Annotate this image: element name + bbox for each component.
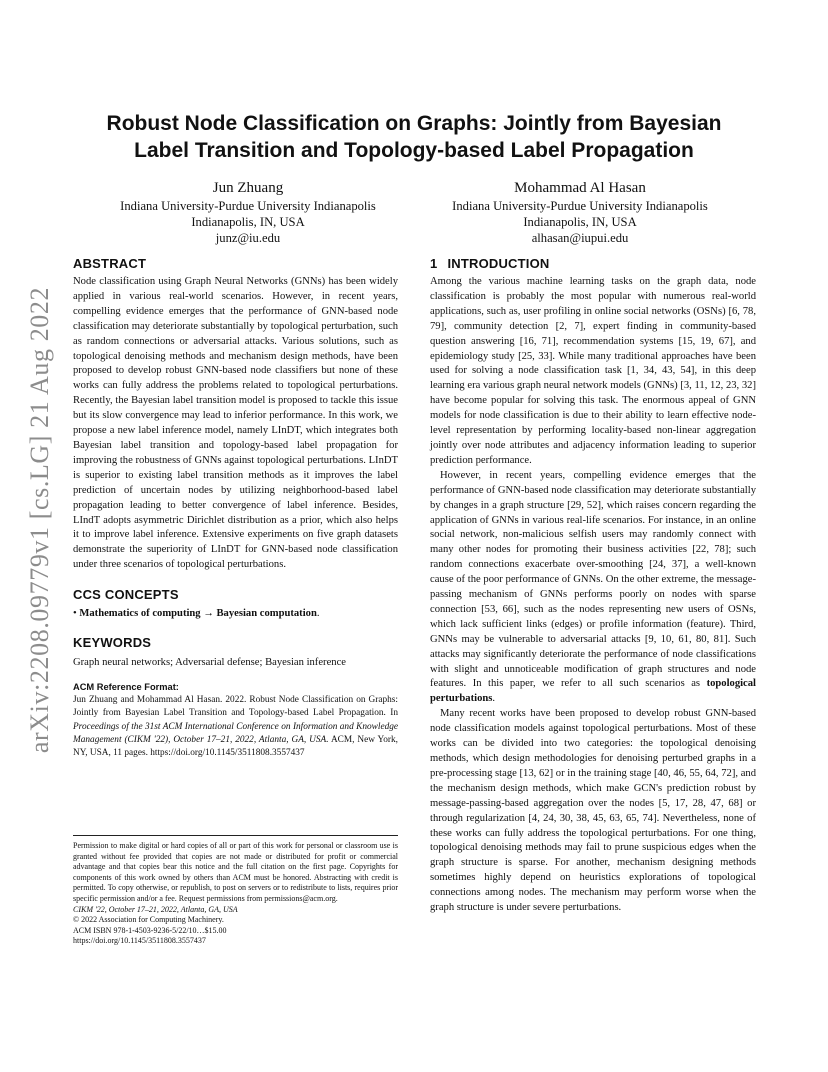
acm-reference-format: [73, 681, 398, 760]
author-affiliation: Indiana University-Purdue University Indianapolis: [452, 199, 708, 213]
intro-paragraph-3: Many recent works have been proposed to develop robust GNN-based node classification models against topological perturbations. Most of these works can be divided into two categories: the topological denoising methods, which design methodologies for denoising perturbed graphs in a pre-processing stage [13, 62] or in the training stage [40, 46, 55, 64, 72], and the mechanism design methods, which make GCN's prediction robust by message-passing-based aggregation over the nodes [5, 17, 28, 47, 68] or through regularization [4, 24, 30, 38, 45, 63, 65, 74]. Nevertheless, none of these works can fully address the topological perturbations. For one thing, topological denoising methods may fail to prune suspicious edges when the graph structure is sparse. For another, mechanism designing methods sometimes highly depend on heuristics explorations of topological connections among nodes. The mechanism may perform worse when the graph structure is under severe perturbations.: [430, 708, 756, 914]
keywords-text: Graph neural networks; Adversarial defense; Bayesian inference: [73, 657, 346, 669]
author-email: junz@iu.edu: [215, 231, 281, 245]
introduction-heading: [430, 256, 756, 272]
reference-format-heading: ACM Reference Format:: [73, 682, 179, 693]
author-name: Mohammad Al Hasan: [514, 180, 646, 196]
copyright-line: © 2022 Association for Computing Machinery.: [73, 915, 224, 925]
author-block-1: [78, 178, 418, 246]
reference-proceedings: Proceedings of the 31st ACM International Conference on Information and Knowledge Management (CIKM '22), October 17–21, 2022, Atlanta, GA, USA.: [73, 721, 398, 745]
doi-line: https://doi.org/10.1145/3511808.3557437: [73, 936, 206, 946]
abstract-section: [73, 256, 398, 573]
ccs-bullet: •: [73, 608, 77, 620]
reference-part-1: Jun Zhuang and Mohammad Al Hasan. 2022. Robust Node Classification on Graphs: Jointly from Bayesian Label Transition and Topology-based Label Propagation. In: [73, 695, 398, 719]
author-location: Indianapolis, IN, USA: [191, 215, 305, 229]
intro-paragraph-2-end: .: [492, 693, 496, 705]
intro-paragraph-2: [430, 469, 756, 708]
keywords-heading: KEYWORDS: [73, 635, 152, 651]
reference-format-text: [73, 694, 398, 760]
author-block-2: [410, 178, 750, 246]
author-affiliation: Indiana University-Purdue University Indianapolis: [120, 199, 376, 213]
copyright-footer: [73, 835, 398, 947]
topological-perturbations-term: topological perturbations: [430, 678, 756, 705]
intro-paragraph-1: Among the various machine learning tasks on the graph data, node classification is probably the most popular with numerous real-world applications, such as, user profiling in online social networks (OSNs) [6, 78, 79], community detection [2, 7], expert finding in community-based question answering [16, 71], recommendation systems [15, 19, 67], and epidemiology study [25, 33]. While many traditional approaches have been used for solving a node classification task [1, 34, 43, 54], in this deep learning era various graph neural network models (GNNs) [3, 11, 12, 23, 32] have become popular for solving this task. The enormous appeal of GNN models for node classification is due to their ability to learn effective node-level representation by performing locality-based non-linear aggregation jointly over node attributes and adjacency information leading to superior prediction performance.: [430, 276, 756, 466]
keywords-section: [73, 635, 398, 670]
paper-title: [74, 110, 754, 164]
ccs-heading: CCS CONCEPTS: [73, 587, 179, 603]
author-name: Jun Zhuang: [212, 180, 284, 196]
title-line-2: Label Transition and Topology-based Label Propagation: [134, 139, 694, 162]
ccs-concept-item: [73, 606, 398, 621]
title-line-1: Robust Node Classification on Graphs: Jointly from Bayesian: [106, 112, 722, 135]
reference-part-2: ACM, New York, NY, USA, 11 pages. https://doi.org/10.1145/3511808.3557437: [73, 734, 398, 758]
ccs-concept-text: Mathematics of computing → Bayesian computation: [79, 608, 317, 620]
abstract-text: Node classification using Graph Neural Networks (GNNs) has been widely applied in various real-world scenarios. However, in recent years, compelling evidence emerges that the performance of GNN-based node classification may deteriorate substantially by topological perturbation, such as random connections or adversarial attacks. Various solutions, such as topological denoising methods and mechanism design methods, have been proposed to develop robust GNN-based node classifiers but none of these works can fully address the problems related to topological perturbations. Recently, the Bayesian label transition model is proposed to tackle this issue but its slow convergence may lead to inferior performance. In this work, we propose a new label inference model, namely LInDT, which integrates both Bayesian label transition and topology-based label propagation for improving the robustness of GNNs against topological perturbations. LInDT is superior to existing label transition methods as it improves the label prediction of uncertain nodes by utilizing neighborhood-based label propagation leading to better convergence of label inference. Besides, LIndT adopts asymmetric Dirichlet distribution as a prior, which also helps it to improve label inference. Extensive experiments on five graph datasets demonstrate the superiority of LInDT for GNN-based node classification under three scenarios of topological perturbations.: [73, 276, 398, 571]
ccs-concept-end: .: [316, 608, 320, 620]
left-column: [73, 256, 398, 760]
author-email: alhasan@iupui.edu: [531, 231, 629, 245]
arxiv-id-text: arXiv:2208.09779v1 [cs.LG] 21 Aug 2022: [25, 286, 54, 754]
arxiv-identifier-stamp: [18, 282, 62, 758]
conference-line: [73, 905, 398, 916]
author-location: Indianapolis, IN, USA: [523, 215, 637, 229]
abstract-heading: ABSTRACT: [73, 256, 147, 271]
isbn-line: ACM ISBN 978-1-4503-9236-5/22/10…$15.00: [73, 925, 227, 935]
permission-notice: Permission to make digital or hard copies of all or part of this work for personal or classroom use is granted without fee provided that copies are not made or distributed for profit or commercial advantage and that copies bear this notice and the full citation on the first page. Copyrights for components of this work owned by others than ACM must be honored. Abstracting with credit is permitted. To copy otherwise, or republish, to post on servers or to redistribute to lists, requires prior specific permission and/or a fee. Request permissions from permissions@acm.org.: [73, 841, 398, 903]
conference-text: CIKM '22, October 17–21, 2022, Atlanta, GA, USA: [73, 904, 238, 914]
section-title: INTRODUCTION: [447, 256, 550, 271]
right-column: [430, 256, 756, 916]
ccs-concepts-section: [73, 587, 398, 621]
intro-paragraph-2-text: However, in recent years, compelling evidence emerges that the performance of GNN-based node classification may deteriorate substantially by changes in a graph structure [29, 52], which raises concern regarding the application of GNNs in various real-life scenarios. For instance, in an online social network, non-malicious selfish users may randomly connect with many other nodes for promoting their business activities [22, 78]; such random connections exacerbate over-smoothing [24, 37], a well-known cause of the poor performance of GNNs. On the other extreme, the message-passing mechanism of GNNs performs poorly on nodes with sparse connection [53, 66], such as the nodes representing new users of OSNs, which lack sufficient links (edges) or profile information (feature). Third, GNNs may be vulnerable to adversarial attacks [9, 10, 61, 80, 81]. Such attacks may significantly deteriorate the performance of node classifications with slight and unnoticeable modification of graph structures and node features. In this paper, we refer to all such scenarios as: [430, 469, 756, 690]
section-number: 1: [430, 256, 438, 271]
